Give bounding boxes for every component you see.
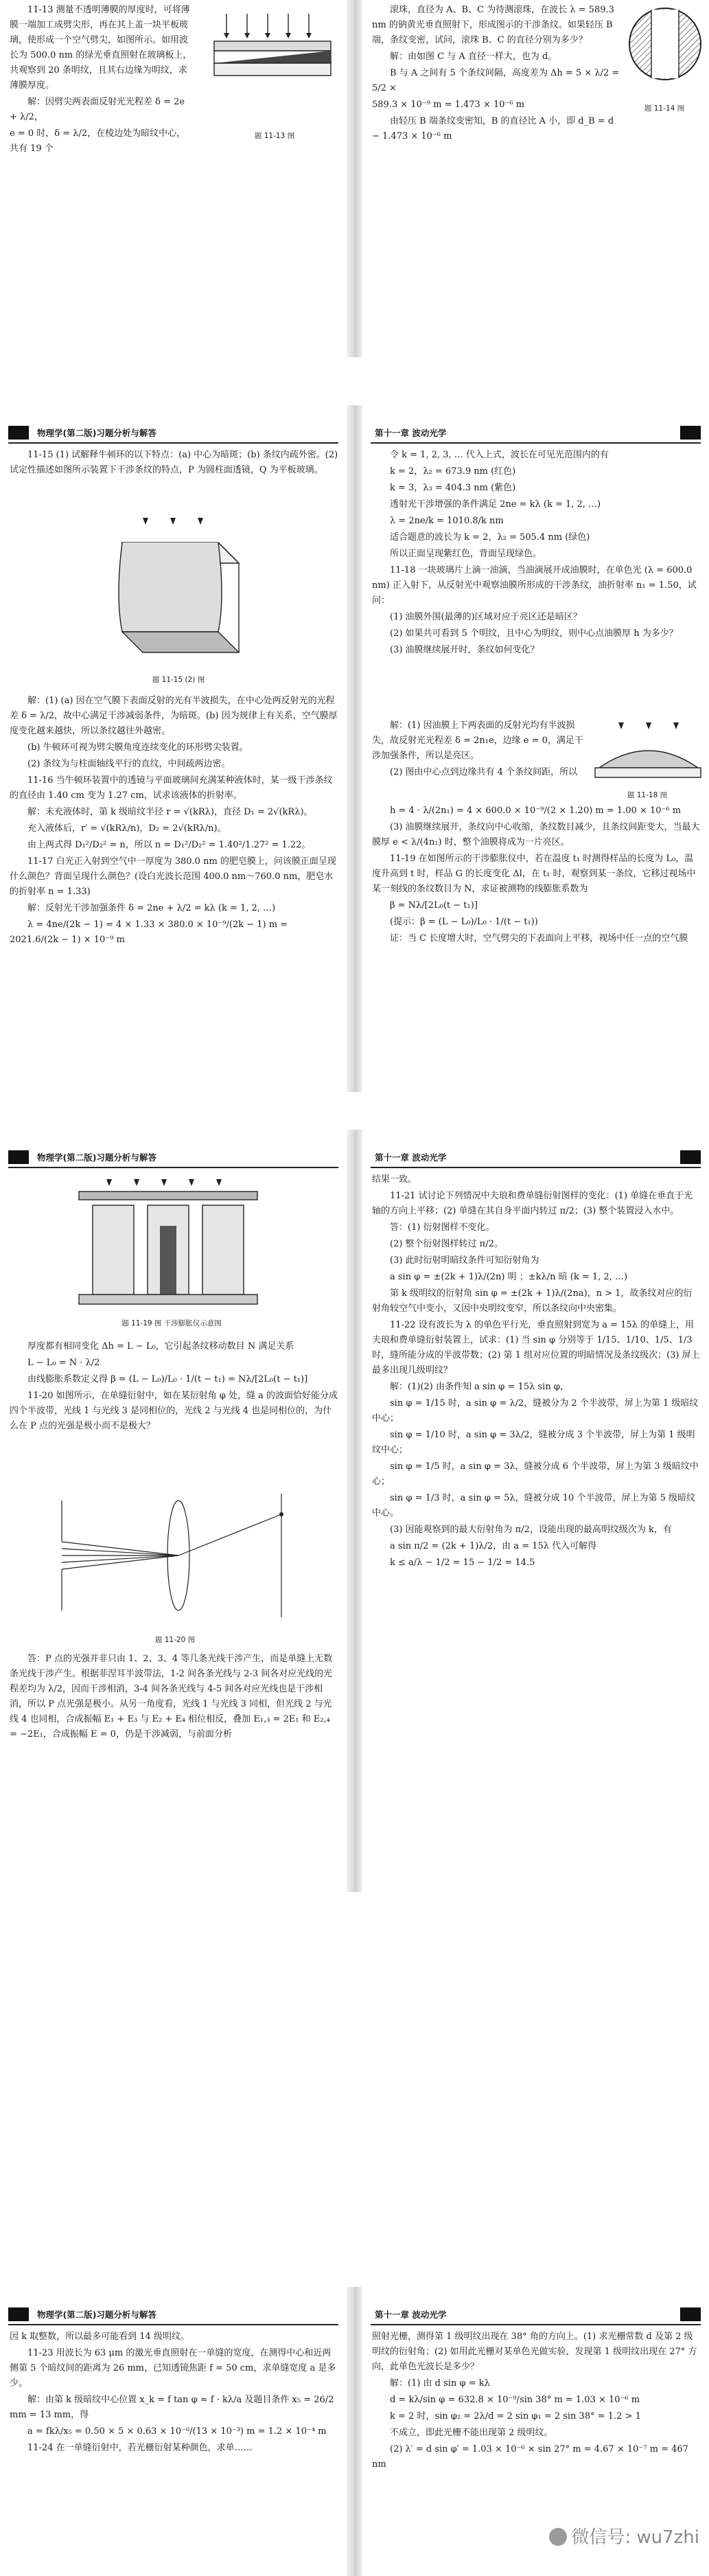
book-title: 物理学(第二版)习题分析与解答 bbox=[37, 1152, 156, 1163]
page-text bbox=[10, 2329, 338, 2457]
solution-line: 解：未充液体时，第 k 级暗纹半径 r = √(kRλ)，直径 D₁ = 2√(kRλ)。 bbox=[27, 807, 313, 817]
dilatometer-figure bbox=[65, 1178, 271, 1308]
question-line: (1) 油膜外围(最薄的)区域对应于亮区还是暗区？ bbox=[390, 612, 582, 622]
solution-line: 结果一致。 bbox=[372, 1174, 417, 1185]
ball-bearing-figure bbox=[627, 5, 704, 82]
solution-line: 令 k = 1, 2, 3, … 代入上式，波长在可见光范围内的有 bbox=[390, 450, 609, 460]
problem-11-16: 11-16 当牛顿环装置中的透镜与平面玻璃间充满某种液体时，某一级干涉条纹的直径由 1.40 cm 变为 1.27 cm，试求该液体的折射率。 bbox=[10, 775, 333, 801]
solution-line: 厚度都有相同变化 Δh = L − L₀，它引起条纹移动数目 N 满足关系 bbox=[27, 1341, 294, 1352]
page-text bbox=[10, 1652, 338, 1744]
question-line: (2) 如果共可看到 5 个明纹，且中心为明纹，则中心点油膜厚 h 为多少？ bbox=[390, 628, 678, 639]
problem-11-23: 11-23 用波长为 63 μm 的激光垂直照射在一单缝的宽度，在测得中心和近两侧第 5 个暗纹间的距离为 26 mm，已知透镜焦距 f = 50 cm，求单缝宽度 a 是多少。 bbox=[10, 2348, 336, 2389]
wechat-watermark bbox=[549, 2523, 699, 2549]
problem-11-19: 11-19 在如图所示的干涉膨胀仪中，若在温度 t₁ 时测得样品的长度为 L₀，温度升高到 t 时，样品 G 的长度变化 Δl，在 t₁ 时，观察到某一条纹，它移过视场中某一刻线的条纹数目为 N，求证被测物的线膨胀系数为 bbox=[372, 854, 696, 894]
solution-line: sin φ = 1/5 时，a sin φ = 3λ，缝被分成 6 个半波带，屏上为第 3 级暗纹中心； bbox=[372, 1461, 699, 1487]
answer-line: 第 k 级明纹的衍射角 sin φ = ±(2k + 1)λ/(2na)，n > 1，故条纹对应的衍射角较空气中变小，又因中央明纹变窄，所以条纹向中央密集。 bbox=[372, 1288, 693, 1314]
figure-caption: 题 11-19 图 干涉膨胀仪示意图 bbox=[121, 1319, 222, 1327]
solution-line: 适合题意的波长为 k = 2，λ₂ = 505.4 nm (绿色) bbox=[390, 532, 590, 543]
solution-line: 解：由如图 C 与 A 直径一样大，也为 d。 bbox=[390, 52, 557, 62]
page-3-right bbox=[362, 1130, 709, 1892]
cylindrical-lens-figure bbox=[102, 515, 259, 659]
solution-line: h = 4 · λ/(2n₁) = 4 × 600.0 × 10⁻⁹/(2 × 1.20) m = 1.00 × 10⁻⁶ m bbox=[390, 806, 682, 816]
spread-4 bbox=[0, 2287, 709, 2576]
wedge-film-figure bbox=[206, 8, 340, 122]
figure-caption: 题 11-14 图 bbox=[644, 104, 685, 113]
solution-line: e = 0 时，δ = λ/2，在棱边处为暗纹中心，共有 19 个 bbox=[10, 128, 186, 154]
solution-line: sin φ = 1/10 时，a sin φ = 3λ/2，缝被分成 3 个半波带，屏上为第 1 级明纹中心； bbox=[372, 1430, 695, 1455]
solution-line: (2) 图由中心点到边缘共有 4 个条纹间距，所以 bbox=[390, 767, 578, 777]
formula-line: k ≤ a/λ − 1/2 = 15 − 1/2 = 14.5 bbox=[390, 1558, 535, 1568]
solution-line: 解：反射光干涉加强条件 δ = 2ne + λ/2 = kλ (k = 1, 2, …) bbox=[27, 903, 276, 913]
spread-3 bbox=[0, 1130, 709, 1892]
solution-line: 所以正面呈现紫红色，背面呈现绿色。 bbox=[390, 549, 542, 559]
solution-line: λ = 4ne/(2k − 1) = 4 × 1.33 × 380.0 × 10⁻⁹/(2k − 1) m = 2021.6/(2k − 1) × 10⁻⁹ m bbox=[10, 920, 288, 945]
solution-line: sin φ = 1/3 时，a sin φ = 5λ，缝被分成 10 个半波带，屏上为第 5 级暗纹中心。 bbox=[372, 1493, 695, 1518]
chapter-title: 第十一章 波动光学 bbox=[375, 2310, 447, 2320]
gutter bbox=[347, 405, 362, 1092]
answer-line: (3) 此时衍射明暗纹条件可知衍射角为 bbox=[390, 1255, 539, 1266]
book-title: 物理学(第二版)习题分析与解答 bbox=[37, 428, 156, 438]
watermark-text: 微信号: wu7zhi bbox=[571, 2527, 699, 2548]
page-text bbox=[10, 448, 338, 479]
problem-11-21: 11-21 试讨论下列情况中夫琅和费单缝衍射图样的变化：(1) 单缝在垂直于光轴的方向上平移；(2) 单缝在其自身平面内转过 π/2；(3) 整个装置浸入水中。 bbox=[372, 1191, 693, 1216]
page-text bbox=[10, 694, 338, 949]
wechat-icon bbox=[549, 2528, 567, 2546]
gutter bbox=[347, 1130, 362, 1892]
page-4-right bbox=[362, 2287, 709, 2576]
problem-11-24: 11-24 在一单缝衍射中，若光栅衍射某种颜色，求单…… bbox=[27, 2443, 253, 2453]
solution-line: 由上两式得 D₁²/D₂² = n，所以 n = D₁²/D₂² = 1.40²/1.27² = 1.22。 bbox=[27, 840, 311, 850]
page-number bbox=[8, 2307, 29, 2321]
problem-text: 照射光栅，测得第 1 级明纹出现在 38° 角的方向上。(1) 求光栅常数 d 及第 2 级明纹的衍射角；(2) 如用此光栅对某单色光做实验，发现第 1 级明纹出现在 27° 方向，此单色光波长是多少？ bbox=[372, 2332, 697, 2372]
solution-line: 充入液体后，r′ = √(kRλ/n)，D₂ = 2√(kRλ/n)。 bbox=[27, 823, 226, 834]
single-slit-figure bbox=[55, 1487, 302, 1624]
solution-line: k = 2，λ₂ = 673.9 nm (红色) bbox=[390, 466, 516, 477]
page-text bbox=[372, 3, 620, 146]
page-header bbox=[8, 1149, 338, 1168]
solution-line: k = 3，λ₃ = 404.3 nm (紫色) bbox=[390, 483, 516, 493]
hint-line: (提示：β = (L − L₀)/L₀ · 1/(t − t₁)) bbox=[390, 917, 538, 927]
solution-line: 解：由第 k 级暗纹中心位置 x_k = f tan φ ≈ f · kλ/a 及题目条件 x₅ = 26/2 mm = 13 mm，得 bbox=[10, 2395, 334, 2420]
page-number bbox=[680, 1150, 701, 1164]
solution-line: a sin π/2 = (2k + 1)λ/2，由 a = 15λ 代入可解得 bbox=[390, 1541, 597, 1551]
page-header bbox=[8, 424, 338, 444]
formula-line: d = kλ/sin φ = 632.8 × 10⁻⁹/sin 38° m = 1.03 × 10⁻⁶ m bbox=[390, 2395, 640, 2405]
solution-line: sin φ = 1/15 时，a sin φ = λ/2，缝被分为 2 个半波带，屏上为第 1 级暗纹中心； bbox=[372, 1398, 699, 1424]
page-text bbox=[372, 803, 701, 948]
solution-line: 不成立，即此光栅不能出现第 2 级明纹。 bbox=[390, 2428, 553, 2438]
problem-11-15: 11-15 (1) 试解释牛顿环的以下特点：(a) 中心为暗斑；(b) 条纹内疏外密。(2) 试定性描述如图所示装置下干涉条纹的特点，P 为圆柱面透镜，Q 为平板玻璃。 bbox=[10, 450, 338, 475]
formula-line: a sin φ = ±(2k + 1)λ/(2n) 明 ；±kλ/n 暗 (k = 1, 2, …) bbox=[390, 1272, 628, 1282]
problem-11-18: 11-18 一块玻璃片上滴一油滴，当油滴展开成油膜时，在单色光 (λ = 600.0 nm) 正入射下，从反射光中观察油膜所形成的干涉条纹，油折射率 n₁ = 1.50，试问： bbox=[372, 565, 697, 606]
page-number bbox=[8, 426, 29, 440]
page-2-left bbox=[0, 405, 347, 1092]
spread-2 bbox=[0, 405, 709, 1092]
figure-caption: 题 11-15 (2) 图 bbox=[152, 676, 205, 684]
page-4-left bbox=[0, 2287, 347, 2576]
page-text bbox=[10, 3, 192, 158]
solution-line: (b) 牛顿环可视为劈尖膜角度连续变化的环形劈尖装置。 bbox=[27, 742, 248, 753]
page-3-left bbox=[0, 1130, 347, 1892]
solution-line: 解：(1)(2) 由条件知 a sin φ = 15λ sin φ， bbox=[390, 1382, 569, 1392]
problem-11-22: 11-22 设有波长为 λ 的单色平行光，垂直照射到宽为 a = 15λ 的单缝上，用夫琅和费单缝衍射装置上，试求：(1) 当 sin φ 分别等于 1/15、1/10、1/5、1/3 时，缝所能分成的半波带数；(2) 第 1 组对应位置的明暗情况及条纹级次；(3) 屏上最多出现几级明纹？ bbox=[372, 1320, 700, 1376]
solution-line: 因 k 取整数，所以最多可能看到 14 级明纹。 bbox=[10, 2332, 189, 2342]
answer-line: (2) 整个衍射图样转过 π/2。 bbox=[390, 1239, 503, 1249]
page-header bbox=[371, 424, 701, 444]
problem-11-17: 11-17 白光正入射到空气中一厚度为 380.0 nm 的肥皂膜上，问该膜正面呈现什么颜色？背面呈现什么颜色？(设白光波长范围 400.0 nm～760.0 nm，肥皂水的折射率 n = 1.33) bbox=[10, 856, 336, 897]
problem-11-14: 滚珠，直径为 A、B、C 为待测滚珠，在波长 λ = 589.3 nm 的钠黄光垂直照射下，形成图示的干涉条纹。如果轻压 B 端，条纹变密，试问，滚珠 B、C 的直径分别为多少？ bbox=[372, 5, 614, 45]
page-header bbox=[371, 2306, 701, 2325]
formula-line: L − L₀ = N · λ/2 bbox=[27, 1358, 100, 1368]
question-line: (3) 油膜继续展开时，条纹如何变化？ bbox=[390, 645, 539, 655]
solution-line: B 与 A 之间有 5 个条纹间隔，高度差为 Δh = 5 × λ/2 = 5/2 × bbox=[372, 68, 620, 93]
answer-line: 答：(1) 衍射图样不变化。 bbox=[390, 1222, 495, 1233]
solution-line: 由线膨胀系数定义得 β = (L − L₀)/L₀ · 1/(t − t₁) = Nλ/[2L₀(t − t₁)] bbox=[27, 1374, 308, 1384]
solution-line: 解：因劈尖两表面反射光光程差 δ = 2e + λ/2， bbox=[10, 97, 185, 122]
solution-line: (3) 因能观察到的最大衍射角为 π/2，设能出现的最高明纹级次为 k，有 bbox=[390, 1525, 672, 1535]
figure-caption: 题 11-20 图 bbox=[154, 1636, 196, 1644]
solution-line: 答：P 点的光强并非只由 1、2、3、4 等几条光线干涉产生，而是单缝上无数条光线干涉产生。根据菲涅耳半波带法，1-2 间各条光线与 2-3 间各对应光线的光程差均为 λ/2，因而干涉相消，3-4 间各条光线与 4-5 间各对应光线也是干涉相消，所以 P 点光强是极小。从另一角度看，光线 1 与光线 3 同相，但光线 2 与光线 4 也同相，合成振幅 E₁ + E₃ 与 E₂ + E₄ 相位相反，叠加 E₁,₃ = 2E₁ 和 E₂,₄ = −2E₁，合成振幅 E = 0，仍是干涉减弱，与前面分析 bbox=[10, 1654, 333, 1740]
solution-line: 解：(1) 由 d sin φ = kλ bbox=[390, 2378, 490, 2389]
page-text bbox=[372, 1172, 701, 1572]
chapter-title: 第十一章 波动光学 bbox=[375, 428, 447, 438]
page-number bbox=[680, 426, 701, 440]
page-1-left bbox=[0, 0, 347, 357]
page-header bbox=[371, 1149, 701, 1168]
page-number bbox=[8, 1150, 29, 1164]
page-number bbox=[680, 2307, 701, 2321]
problem-11-20: 11-20 如图所示，在单缝衍射中，如在某衍射角 φ 处，缝 a 的波面恰好能分成四个半波带，光线 1 与光线 3 是同相位的，光线 2 与光线 4 也是同相位的，为什么在 P 点的光强是极小而不是极大？ bbox=[10, 1391, 338, 1431]
page-text bbox=[372, 448, 701, 659]
solution-line: (3) 油膜继续展开，条纹向中心收缩，条纹数目减少，且条纹间距变大，当最大膜厚 e < λ/(4n₁) 时，整个油膜将成为一片亮区。 bbox=[372, 822, 700, 847]
problem-11-13: 11-13 测量不透明薄膜的厚度时，可将薄膜一端加工成劈尖形，再在其上盖一块平板玻璃，使形成一个空气劈尖，如图所示。如用波长为 500.0 nm 的绿光垂直照射在玻璃板上，共观察到 20 条明纹，且其右边缘为明纹，求薄膜厚度。 bbox=[10, 5, 192, 91]
gutter bbox=[347, 0, 362, 357]
spread-1 bbox=[0, 0, 709, 357]
page-text bbox=[372, 718, 589, 782]
page-header bbox=[8, 2306, 338, 2325]
solution-line: (2) 条纹为与柱面轴线平行的直纹，中间疏两边密。 bbox=[27, 759, 231, 769]
page-text bbox=[372, 2329, 701, 2474]
page-1-right bbox=[362, 0, 709, 357]
page-2-right bbox=[362, 405, 709, 1092]
formula-line: a = fkλ/x₅ = 0.50 × 5 × 0.63 × 10⁻⁶/(13 × 10⁻³) m = 1.2 × 10⁻⁴ m bbox=[27, 2426, 327, 2437]
formula-line: (2) λ′ = d sin φ′ = 1.03 × 10⁻⁶ × sin 27° m = 4.67 × 10⁻⁷ m = 467 nm bbox=[372, 2444, 688, 2470]
gutter bbox=[347, 2287, 362, 2576]
solution-line: 透射光干涉增强的条件满足 2ne = kλ (k = 1, 2, …) bbox=[390, 499, 601, 510]
solution-line: 解：(1) (a) 因在空气膜下表面反射的光有半波损失，在中心处两反射光的光程差 δ = λ/2，故中心满足干涉减弱条件，为暗斑。(b) 因为规律上有关系，空气膜厚度变化越来越快，所以条纹越往外越密。 bbox=[10, 696, 338, 736]
figure-caption: 题 11-18 图 bbox=[627, 791, 668, 799]
solution-line: 解：(1) 因油膜上下两表面的反射光均有半波损失，故反射光光程差 δ = 2n₁e，边缘 e = 0，满足干涉加强条件，所以是亮区。 bbox=[372, 720, 583, 761]
chapter-title: 第十一章 波动光学 bbox=[375, 1152, 447, 1163]
solution-line: 证：当 C 长度增大时，空气劈尖的下表面向上平移，视场中任一点的空气膜 bbox=[390, 933, 688, 944]
formula-line: β = Nλ/[2L₀(t − t₁)] bbox=[390, 900, 478, 911]
book-title: 物理学(第二版)习题分析与解答 bbox=[37, 2310, 156, 2320]
figure-caption: 题 11-13 图 bbox=[254, 132, 295, 140]
solution-line: k = 2 时，sin φ₂ = 2λ/d = 2 sin φ₁ = 2 sin 38° = 1.2 > 1 bbox=[390, 2411, 641, 2421]
solution-line: 589.3 × 10⁻⁹ m = 1.473 × 10⁻⁶ m bbox=[372, 100, 525, 110]
solution-line: λ = 2ne/k = 1010.8/k nm bbox=[390, 516, 504, 526]
solution-line: 由轻压 B 端条纹变密知，B 的直径比 A 小，即 d_B = d − 1.473 × 10⁻⁶ m bbox=[372, 116, 614, 141]
oil-drop-figure bbox=[592, 720, 702, 785]
page-text bbox=[10, 1339, 338, 1435]
